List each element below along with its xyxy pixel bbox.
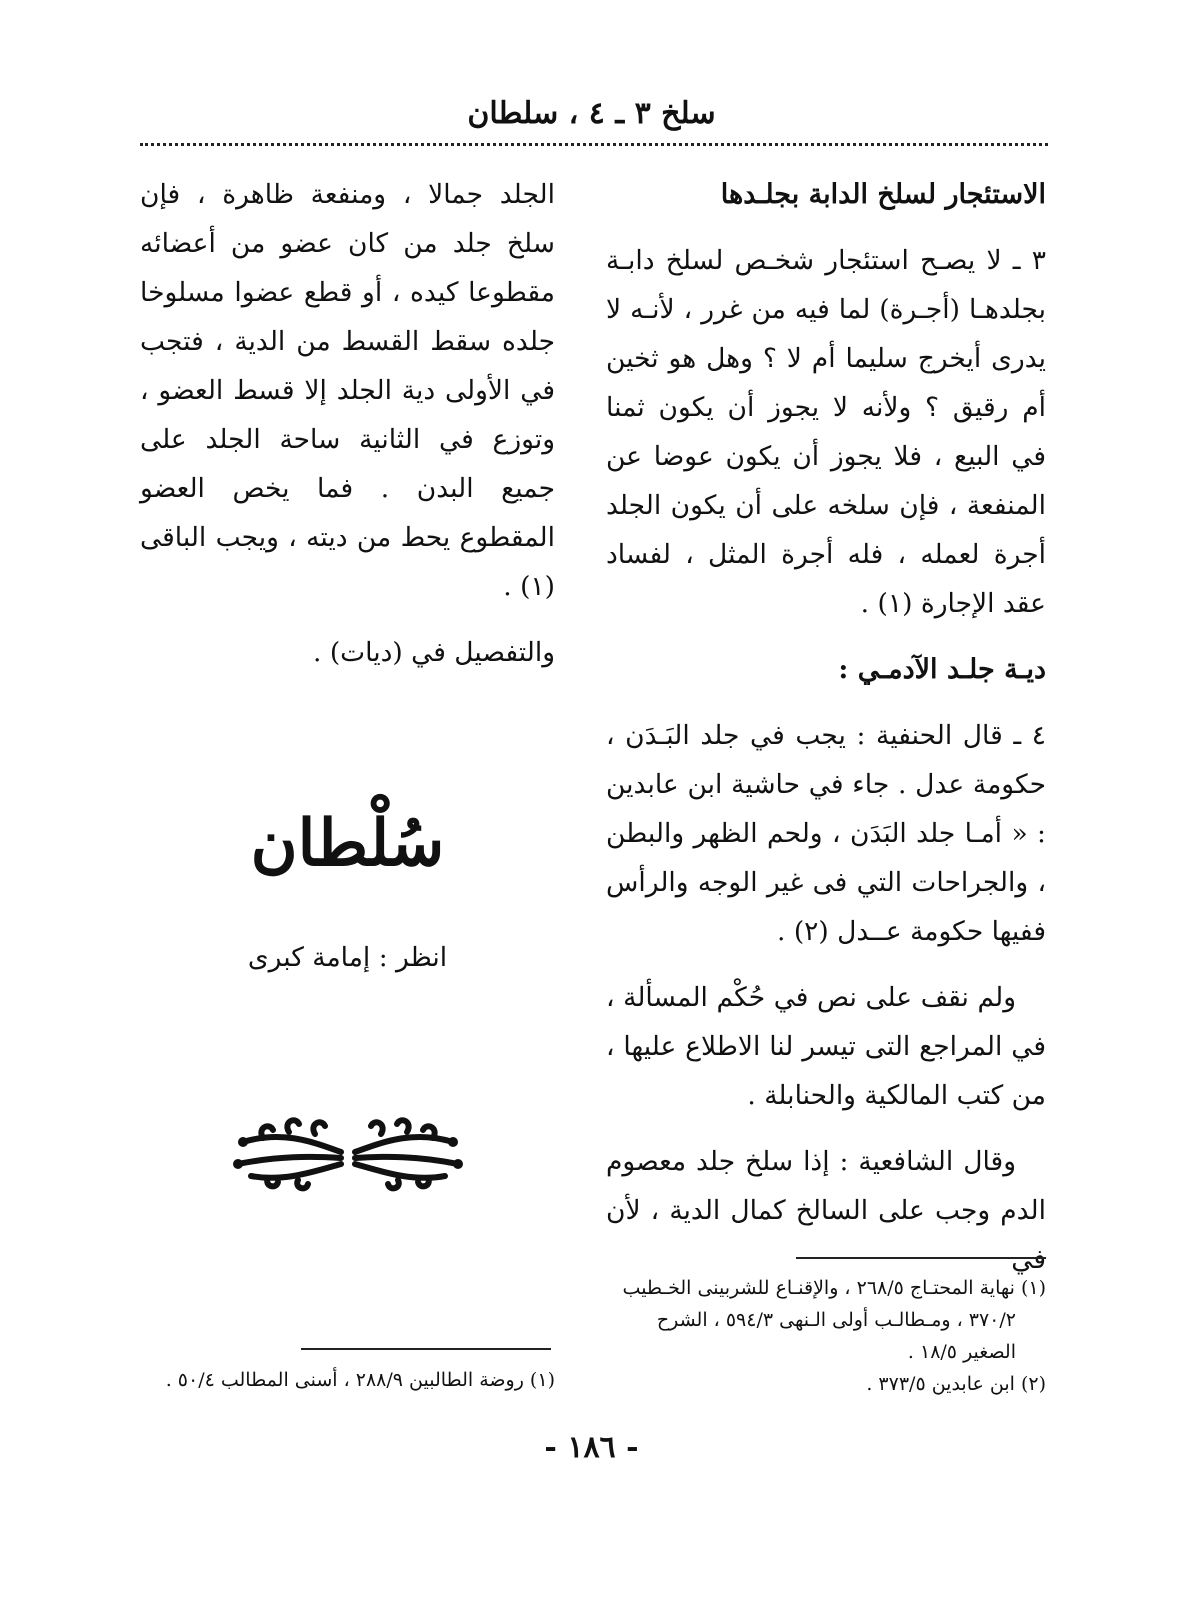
paragraph-continuation: الجلد جمالا ، ومنفعة ظاهرة ، فإن سلخ جلد من كان عضو من أعضائه مقطوعا كيده ، أو قطع عضوا مسلوخا جلده سقط القسط من الدية ، فتجب في الأولى دية الجلد إلا قسط العضو ، وتوزع في الثانية ساحة الجلد على جميع البدن . فما يخص العضو المقطوع يحط من ديته ، ويجب الباقى (١) . (140, 179, 555, 602)
footnote-rule-right (796, 1257, 1046, 1259)
ornament-icon (223, 1112, 473, 1192)
right-column (606, 170, 1046, 1301)
paragraph-cross-reference: والتفصيل في (ديات) . (312, 637, 555, 668)
left-column (140, 170, 555, 1192)
footnote-1-line-3: الصغير ١٨/٥ . (907, 1341, 1016, 1363)
footnote-1-line-1: (١) نهاية المحتـاج ٢٦٨/٥ ، والإقنـاع للشربينى الخـطيب (622, 1277, 1046, 1299)
page-number: - ١٨٦ - (544, 1430, 639, 1465)
running-head: سلخ ٣ ـ ٤ ، سلطان (467, 96, 716, 131)
header-dotted-rule (140, 143, 1048, 146)
paragraph-shafii: وقال الشافعية : إذا سلخ جلد معصوم الدم وجب على السالخ كمال الدية ، لأن في (606, 1146, 1046, 1275)
footnote-rule-left (301, 1348, 551, 1350)
paragraph-maliki-hanbali: ولم نقف على نص في حُكْم المسألة ، في المراجع التى تيسر لنا الاطلاع عليها ، من كتب المالكية والحنابلة . (606, 982, 1046, 1111)
footnote-2: (٢) ابن عابدين ٣٧٣/٥ . (866, 1373, 1046, 1395)
footnote-left-1: (١) روضة الطالبين ٢٨٨/٩ ، أسنى المطالب ٥٠/٤ . (165, 1369, 555, 1391)
footnotes-left (140, 1364, 555, 1396)
section-heading-skin-diya: ديـة جلـد الآدمـي : (838, 654, 1046, 685)
entry-title: سُلْطان (250, 806, 445, 881)
section-heading-hiring-flaying: الاستئجار لسلخ الدابة بجلـدها (720, 179, 1046, 210)
paragraph-3: ٣ ـ لا يصـح استئجار شخـص لسلخ دابـة بجلدهـا (أجـرة) لما فيه من غرر ، لأنـه لا يدرى أيخرج سليما أم لا ؟ وهل هو ثخين أم رقيق ؟ ولأنه لا يجوز أن يكون ثمنا في البيع ، فلا يجوز أن يكون عوضا عن المنفعة ، فإن سلخه على أن يكون الجلد أجرة لعمله ، فله أجرة المثل ، لفساد عقد الإجارة (١) . (606, 245, 1046, 619)
footnote-1-line-2: ٣٧٠/٢ ، ومـطالـب أولى الـنهى ٥٩٤/٣ ، الشرح (656, 1309, 1016, 1331)
footnotes-right (606, 1272, 1046, 1400)
see-reference: انظر : إمامة كبرى (247, 942, 448, 973)
paragraph-4: ٤ ـ قال الحنفية : يجب في جلد البَـدَن ، حكومة عدل . جاء في حاشية ابن عابدين : « أمـا جلد البَدَن ، ولحم الظهر والبطن ، والجراحات التي فى غير الوجه والرأس ففيها حكومة عــدل (٢) . (606, 720, 1046, 947)
